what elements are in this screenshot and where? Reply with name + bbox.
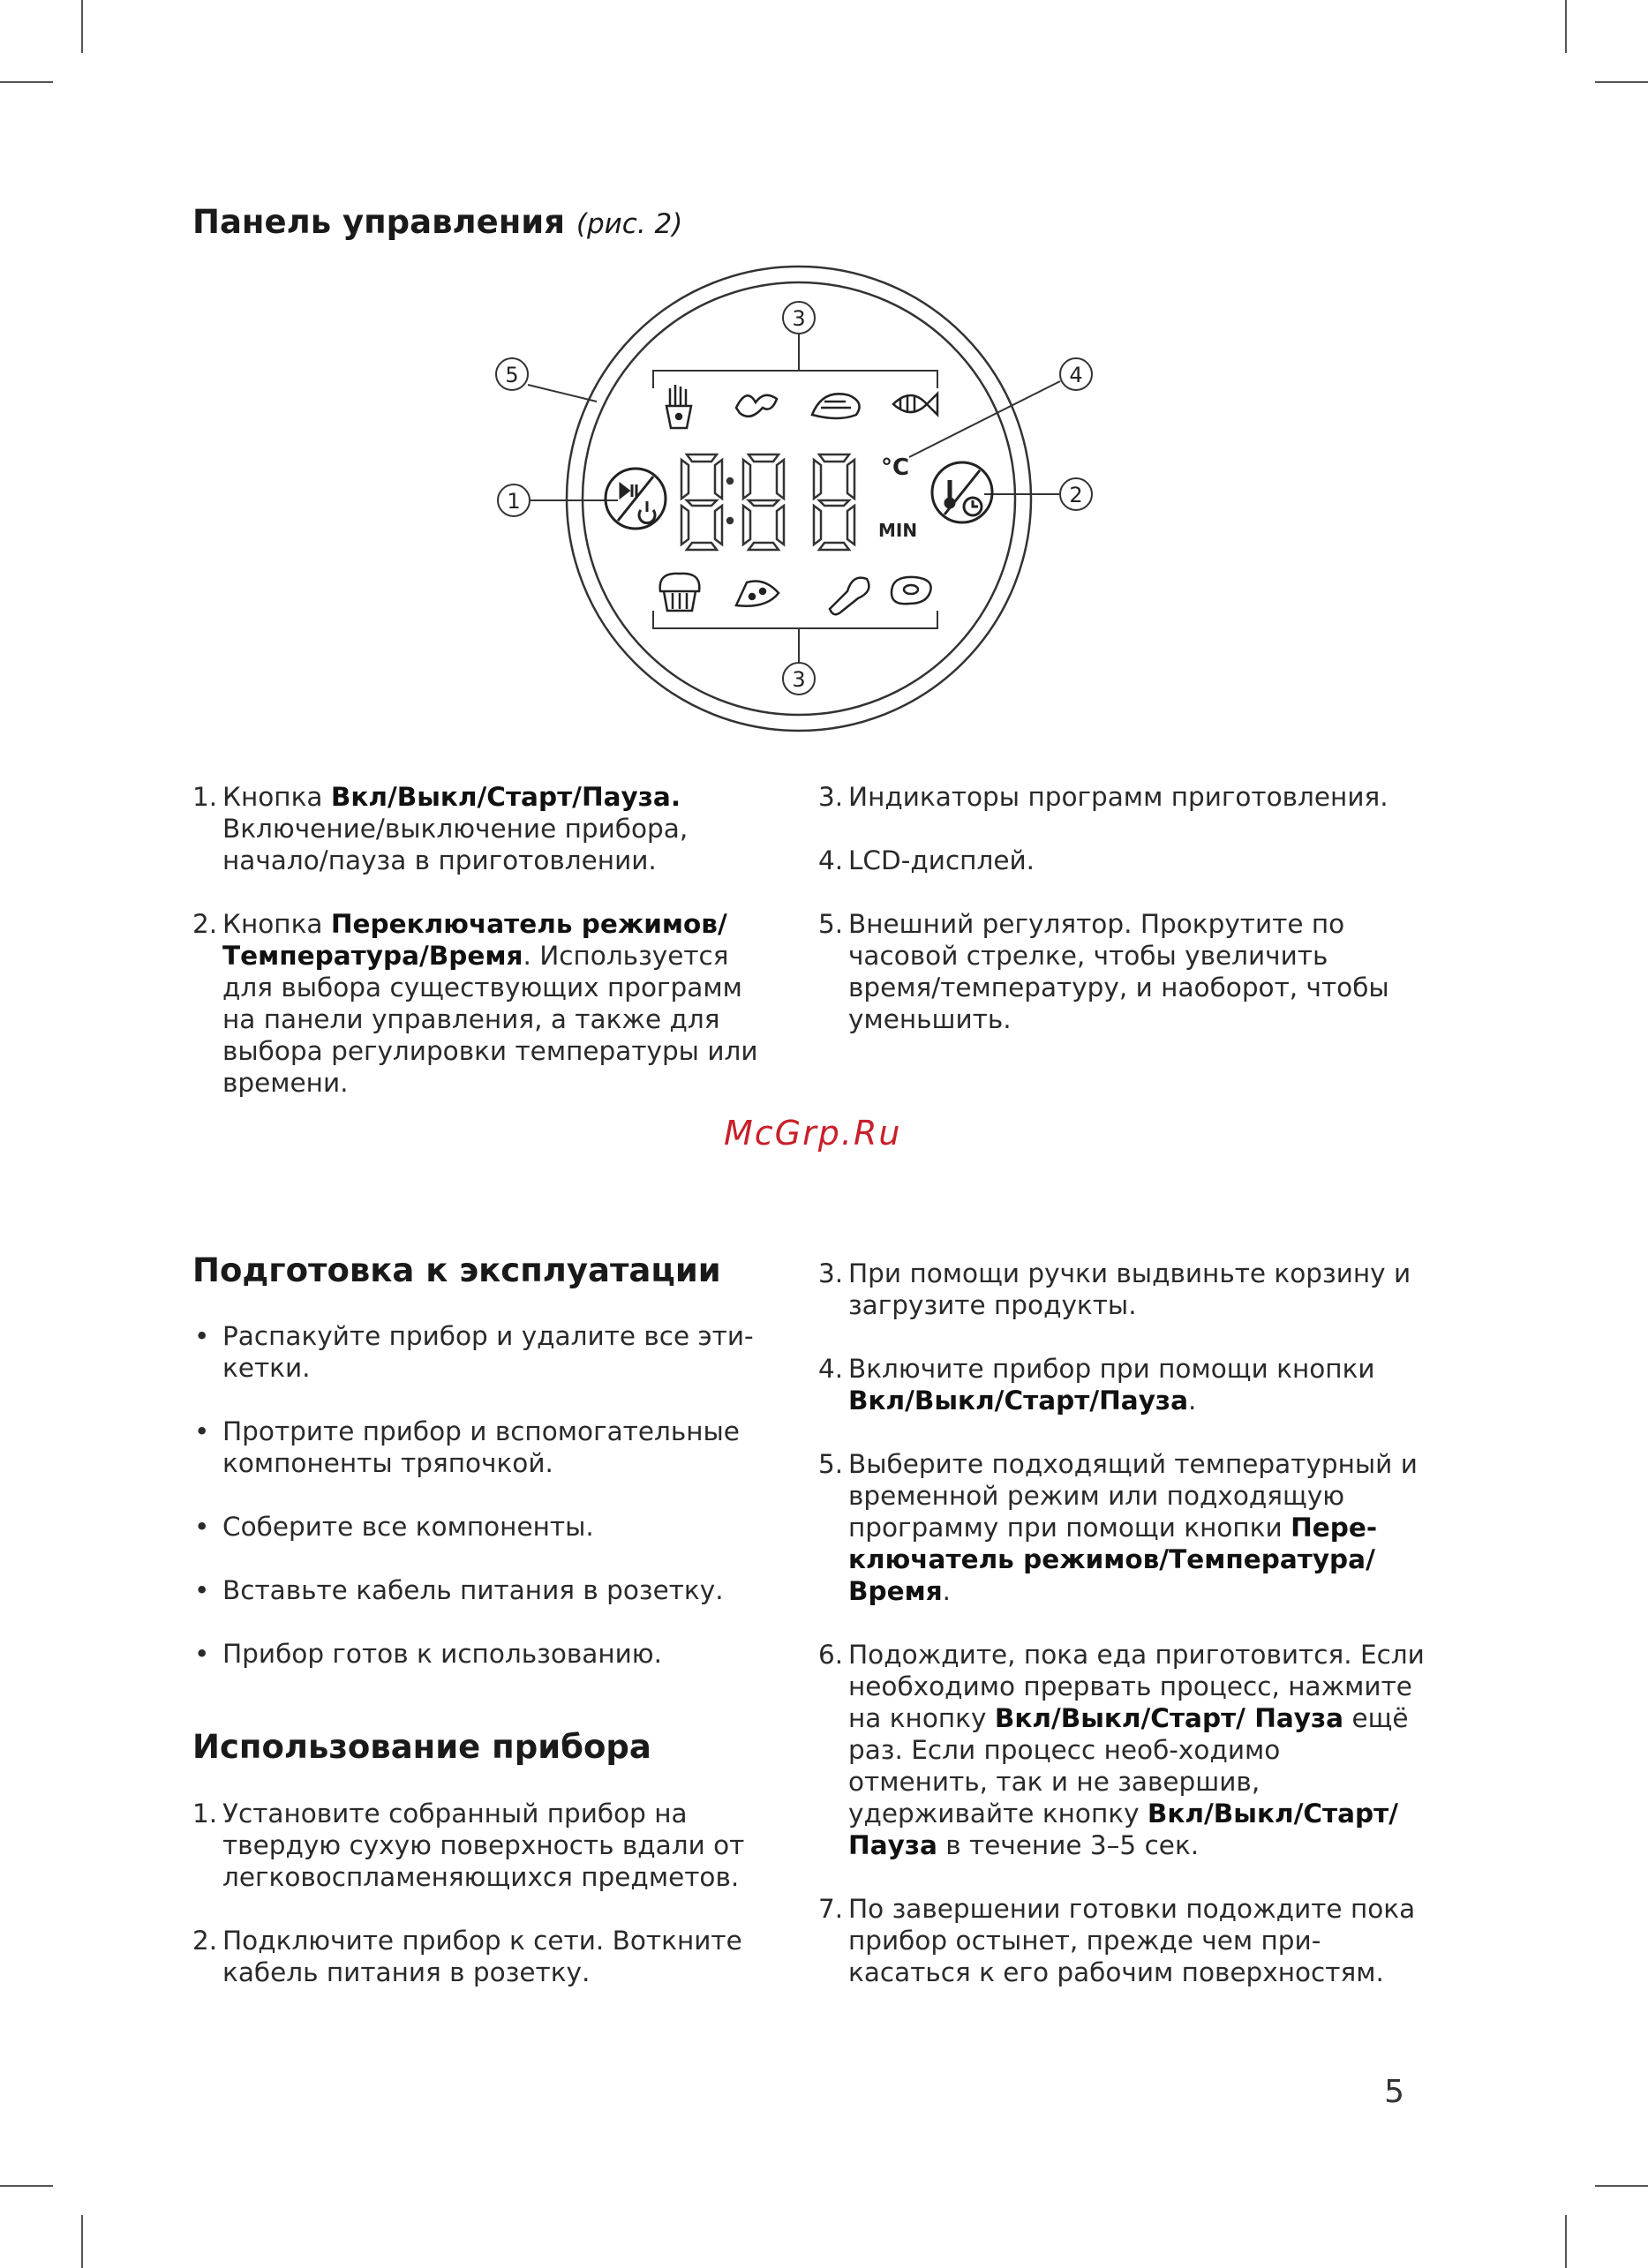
crop-mark <box>0 2185 53 2187</box>
control-panel-title-text: Панель управления <box>192 203 565 241</box>
usage-step <box>818 1258 1427 1321</box>
usage-step <box>192 1798 775 1893</box>
step-text: Установите собранный прибор на твердую сухую поверхность вдали от легковоспламеняющихся предметов. <box>222 1799 745 1892</box>
min-indicator: MIN <box>878 520 918 541</box>
control-panel-title <box>192 203 682 241</box>
step-number: 5. <box>818 1449 844 1479</box>
usage-step <box>192 1925 775 1988</box>
lcd-colon-dot <box>727 478 733 484</box>
legend-item <box>818 781 1427 813</box>
crop-mark <box>1595 81 1648 83</box>
bracket-top <box>653 371 937 388</box>
lcd-colon-dot <box>727 518 733 523</box>
leader-line <box>528 385 597 402</box>
cake-icon <box>660 574 700 611</box>
step-text: . <box>942 1576 952 1606</box>
pizza-icon <box>736 582 779 606</box>
legend-text: . Используется для выбора существующих программ на панели управления, а также для выбора регулировки температуры или времени. <box>222 941 758 1098</box>
legend-number: 4. <box>818 845 844 875</box>
crop-mark <box>1565 0 1567 53</box>
crop-mark <box>1595 2185 1648 2187</box>
step-bold: Пере-ключатель режимов/Температура/ Время <box>848 1513 1378 1606</box>
crop-mark <box>81 2215 83 2268</box>
step-text: Выберите подходящий температурный и временной режим или подходящую программу при помощи кнопки <box>848 1449 1418 1543</box>
lcd-digit <box>814 454 854 550</box>
preparation-list <box>192 1320 775 1670</box>
legend-text: Включение/выключение прибора, начало/пауза в приготовлении. <box>222 814 689 875</box>
usage-step <box>818 1353 1427 1416</box>
step-number: 6. <box>818 1640 844 1670</box>
crop-mark <box>1565 2215 1567 2268</box>
legend-number: 2. <box>192 909 218 939</box>
page-number: 5 <box>1384 2074 1404 2110</box>
legend-number: 1. <box>192 782 218 812</box>
list-item: • Протрите прибор и вспомогательные компоненты тряпочкой. <box>192 1416 775 1479</box>
callout-label: 5 <box>505 363 519 387</box>
callout-label: 3 <box>792 667 806 692</box>
legend-bold: Переключатель режимов/ Температура/Время <box>222 909 727 971</box>
step-text: . <box>1187 1386 1197 1416</box>
legend-item <box>192 908 775 1099</box>
step-bold: Вкл/Выкл/Старт/Пауза <box>848 1386 1188 1416</box>
list-item: • Соберите все компоненты. <box>192 1511 775 1543</box>
callout-label: 4 <box>1069 363 1083 387</box>
power-play-icon <box>606 469 666 529</box>
step-text: Подключите прибор к сети. Воткните кабель питания в розетку. <box>222 1926 742 1987</box>
list-item: • Вставьте кабель питания в розетку. <box>192 1574 775 1606</box>
step-bold: Вкл/Выкл/Старт/ Пауза <box>848 1799 1399 1860</box>
chicken-wing-icon <box>736 395 777 417</box>
callout-label: 1 <box>507 489 521 514</box>
crop-mark <box>0 81 53 83</box>
step-number: 7. <box>818 1894 844 1924</box>
legend-item <box>192 781 775 876</box>
mode-temp-time-icon <box>932 462 992 522</box>
legend-text: Индикаторы программ приготовления. <box>848 782 1388 812</box>
step-bold: Вкл/Выкл/Старт/ Пауза <box>994 1703 1344 1733</box>
legend-text: Внешний регулятор. Прокрутите по часовой стрелке, чтобы увеличить время/температуру, и наоборот, чтобы уменьшить. <box>848 909 1389 1034</box>
legend-item <box>818 845 1427 876</box>
list-item: • Прибор готов к использованию. <box>192 1638 775 1670</box>
crop-mark <box>81 0 83 53</box>
lcd-digit <box>743 454 784 550</box>
legend-number: 3. <box>818 782 844 812</box>
step-text: в течение 3–5 сек. <box>937 1830 1200 1860</box>
usage-step <box>818 1639 1427 1861</box>
usage-steps-right <box>818 1258 1427 1988</box>
legend-number: 5. <box>818 909 844 939</box>
step-number: 3. <box>818 1258 844 1288</box>
usage-steps-left <box>192 1798 775 1988</box>
leader-line <box>909 381 1060 457</box>
step-text: При помощи ручки выдвиньте корзину и загрузите продукты. <box>848 1258 1411 1320</box>
preparation-title: Подготовка к эксплуатации <box>192 1251 721 1289</box>
usage-step <box>818 1448 1427 1607</box>
lcd-digit <box>681 454 722 550</box>
legend-left-column <box>192 781 775 1099</box>
step-text: Подождите, пока еда приготовится. Если необходимо прервать процесс, нажмите на кнопку <box>848 1640 1425 1733</box>
list-item: • Распакуйте прибор и удалите все эти-кетки. <box>192 1320 775 1384</box>
legend-text: Кнопка <box>222 782 331 812</box>
lcd-display <box>681 454 854 550</box>
step-text: ещё раз. Если процесс необ-ходимо отменить, так и не завершив, удерживайте кнопку <box>848 1703 1409 1829</box>
control-panel-diagram <box>459 256 1112 750</box>
step-text: Включите прибор при помощи кнопки <box>848 1354 1375 1384</box>
drumstick-icon <box>830 578 869 615</box>
steak-icon <box>892 577 931 604</box>
shrimp-icon <box>812 394 860 418</box>
fries-icon <box>666 385 691 428</box>
legend-bold: Вкл/Выкл/Старт/Пауза. <box>330 782 681 812</box>
step-number: 1. <box>192 1799 218 1829</box>
fish-icon <box>893 394 937 415</box>
legend-text: LCD-дисплей. <box>848 845 1035 875</box>
celsius-indicator: °C <box>881 454 910 481</box>
bracket-bottom <box>653 611 937 628</box>
legend-text: Кнопка <box>222 909 331 939</box>
usage-title: Использование прибора <box>192 1728 651 1766</box>
step-number: 2. <box>192 1926 218 1956</box>
legend-item <box>818 908 1427 1035</box>
callout-label: 3 <box>792 306 806 331</box>
watermark: McGrp.Ru <box>724 1114 902 1153</box>
callout-label: 2 <box>1069 483 1083 507</box>
legend-right-column <box>818 781 1427 1035</box>
step-number: 4. <box>818 1354 844 1384</box>
figure-reference: (рис. 2) <box>576 208 683 240</box>
step-text: По завершении готовки подождите пока прибор остынет, прежде чем при-касаться к его рабочим поверхностям. <box>848 1894 1416 1987</box>
usage-step <box>818 1893 1427 1988</box>
